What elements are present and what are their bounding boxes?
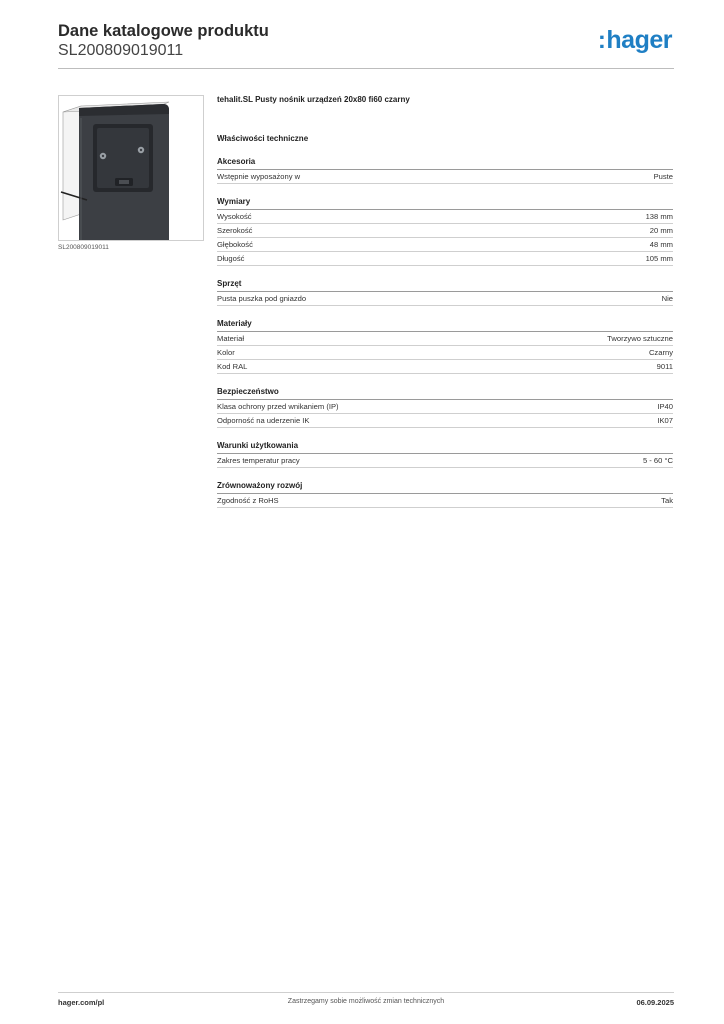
document-title: Dane katalogowe produktu — [58, 22, 269, 40]
spec-group — [217, 278, 673, 306]
spec-row — [217, 414, 673, 428]
spec-value: 105 mm — [645, 254, 673, 263]
spec-group-title: Warunki użytkowania — [217, 440, 673, 454]
document-header — [58, 22, 674, 60]
spec-group — [217, 440, 673, 468]
spec-label: Zakres temperatur pracy — [217, 456, 300, 465]
spec-label: Kolor — [217, 348, 235, 357]
product-name: tehalit.SL Pusty nośnik urządzeń 20x80 fi60 czarny — [217, 95, 410, 104]
spec-label: Klasa ochrony przed wnikaniem (IP) — [217, 402, 339, 411]
spec-label: Materiał — [217, 334, 245, 343]
spec-row — [217, 252, 673, 266]
section-title: Właściwości techniczne — [217, 134, 309, 143]
spec-label: Wysokość — [217, 212, 252, 221]
hager-logo — [598, 26, 672, 55]
spec-value: Nie — [661, 294, 673, 303]
spec-row — [217, 494, 673, 508]
spec-group-title: Sprzęt — [217, 278, 673, 292]
spec-value: 5 - 60 °C — [642, 456, 673, 465]
spec-group — [217, 386, 673, 428]
spec-group-title: Zrównoważony rozwój — [217, 480, 673, 494]
footer-website[interactable]: hager.com/pl — [58, 998, 105, 1007]
footer-notice: Zastrzegamy sobie możliwość zmian technicznych — [287, 998, 445, 1005]
spec-group-title: Bezpieczeństwo — [217, 386, 673, 400]
spec-row — [217, 332, 673, 346]
product-image — [58, 95, 204, 241]
spec-label: Kod RAL — [217, 362, 248, 371]
spec-value: 9011 — [656, 362, 673, 371]
spec-label: Pusta puszka pod gniazdo — [217, 294, 307, 303]
specifications — [217, 94, 673, 508]
spec-row — [217, 454, 673, 468]
spec-group-title: Wymiary — [217, 196, 673, 210]
spec-row — [217, 346, 673, 360]
spec-value: Czarny — [648, 348, 673, 357]
spec-group — [217, 196, 673, 266]
spec-label: Głębokość — [217, 240, 253, 249]
spec-value: IP40 — [657, 402, 673, 411]
logo-text: hager — [606, 26, 672, 54]
spec-row — [217, 238, 673, 252]
spec-label: Długość — [217, 254, 245, 263]
spec-value: Puste — [653, 172, 673, 181]
spec-row — [217, 400, 673, 414]
spec-label: Odporność na uderzenie IK — [217, 416, 310, 425]
logo-colon: : — [597, 27, 606, 54]
footer-divider — [58, 992, 674, 993]
spec-group-title: Materiały — [217, 318, 673, 332]
spec-value: 20 mm — [649, 226, 673, 235]
footer-date: 06.09.2025 — [636, 998, 674, 1007]
spec-row — [217, 210, 673, 224]
spec-row — [217, 170, 673, 184]
spec-group — [217, 318, 673, 374]
spec-row — [217, 292, 673, 306]
spec-groups — [217, 156, 673, 508]
spec-value: Tak — [661, 496, 673, 505]
spec-label: Wstępnie wyposażony w — [217, 172, 301, 181]
spec-group-title: Akcesoria — [217, 156, 673, 170]
spec-value: Tworzywo sztuczne — [607, 334, 673, 343]
spec-label: Zgodność z RoHS — [217, 496, 279, 505]
spec-value: 138 mm — [645, 212, 673, 221]
device-carrier-illustration — [59, 96, 203, 240]
product-code: SL200809019011 — [58, 42, 184, 59]
spec-row — [217, 224, 673, 238]
spec-group — [217, 480, 673, 508]
spec-value: IK07 — [657, 416, 673, 425]
header-divider — [58, 68, 674, 69]
spec-group — [217, 156, 673, 184]
spec-row — [217, 360, 673, 374]
spec-label: Szerokość — [217, 226, 253, 235]
image-caption: SL200809019011 — [58, 244, 109, 251]
spec-value: 48 mm — [649, 240, 673, 249]
